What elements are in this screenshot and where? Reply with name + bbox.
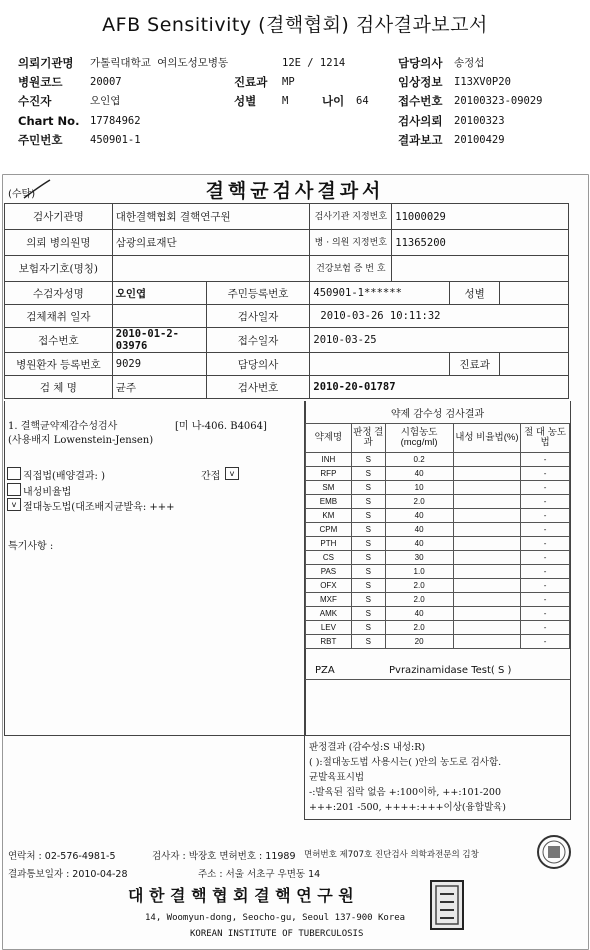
- drug-row: [306, 453, 570, 467]
- drug-row: [306, 621, 570, 635]
- collect-value: [112, 305, 206, 328]
- test-no-value: 2010-20-01787: [310, 376, 569, 399]
- header-label: 접수번호: [398, 94, 443, 108]
- drug-cell: S: [351, 621, 385, 635]
- page-title: AFB Sensitivity (결핵협회) 검사결과보고서: [102, 14, 488, 36]
- drug-cell: [453, 495, 521, 509]
- hosp-value: 삼광의료재단: [112, 230, 310, 256]
- dept-label: 진료과: [450, 353, 500, 376]
- drug-cell: KM: [306, 509, 352, 523]
- drug-cell: MXF: [306, 593, 352, 607]
- drug-cell: 40: [385, 509, 453, 523]
- notify-date: 결과통보일자 : 2010-04-28: [8, 869, 128, 880]
- drug-cell: 20: [385, 635, 453, 649]
- header-row-3: [18, 91, 578, 111]
- drug-cell: S: [351, 551, 385, 565]
- hosp-code-value: 11365200: [392, 230, 569, 256]
- header-label: 의뢰기관명: [18, 56, 74, 70]
- header-label: 나이: [322, 94, 345, 108]
- drug-cell: -: [521, 579, 570, 593]
- header-value: 오인엽: [90, 95, 121, 107]
- header-value: 12E / 1214: [282, 57, 346, 69]
- judgement-line: ( ):절대농도법 사용시는( )안의 농도로 검사함.: [309, 757, 502, 768]
- sex-label: 성별: [450, 282, 500, 305]
- drug-cell: S: [351, 523, 385, 537]
- drug-table: [305, 423, 570, 649]
- drug-cell: S: [351, 635, 385, 649]
- drug-cell: [453, 579, 521, 593]
- test-date-value: 2010-03-26 10:11:32: [310, 305, 569, 328]
- drug-row: [306, 523, 570, 537]
- drug-cell: S: [351, 509, 385, 523]
- doctor-label: 담당의사: [206, 353, 310, 376]
- drug-cell: -: [521, 607, 570, 621]
- direct-label: 직접법(배양결과: ): [23, 471, 105, 482]
- drug-cell: -: [521, 537, 570, 551]
- drug-cell: -: [521, 635, 570, 649]
- drug-cell: PAS: [306, 565, 352, 579]
- ins-no-value: [392, 256, 569, 282]
- ratio-checkbox[interactable]: [7, 483, 21, 496]
- org-name: 대 한 결 핵 협 회 결 핵 연 구 원: [128, 886, 354, 905]
- drug-cell: [453, 607, 521, 621]
- test-date-label: 검사일자: [206, 305, 310, 328]
- judgement-legend: [304, 735, 571, 820]
- header-label: Chart No.: [18, 114, 80, 128]
- judgement-line: 균발육표시법: [309, 772, 365, 783]
- indirect-label: 간접: [201, 471, 221, 482]
- drug-cell: 40: [385, 537, 453, 551]
- drug-cell: [453, 481, 521, 495]
- header-value: MP: [282, 76, 295, 88]
- drug-cell: 1.0: [385, 565, 453, 579]
- drug-cell: S: [351, 453, 385, 467]
- hosp-code-label: 병 · 의원 지정번호: [310, 230, 392, 256]
- drug-row: [306, 495, 570, 509]
- header-label: 병원코드: [18, 75, 63, 89]
- drug-cell: -: [521, 481, 570, 495]
- header-label: 주민번호: [18, 133, 63, 147]
- address-en: 14, Woomyun-dong, Seocho-gu, Seoul 137-900 Korea: [145, 913, 406, 923]
- header-row-2: [18, 72, 578, 92]
- rrn-value: 450901-1******: [310, 282, 450, 305]
- drug-cell: S: [351, 593, 385, 607]
- drug-cell: -: [521, 593, 570, 607]
- drug-cell: 30: [385, 551, 453, 565]
- drug-cell: -: [521, 565, 570, 579]
- header-label: 임상정보: [398, 75, 443, 89]
- drug-cell: [453, 537, 521, 551]
- header-value: 20100429: [454, 134, 505, 146]
- collect-label: 검체채취 일자: [5, 305, 113, 328]
- drug-cell: -: [521, 453, 570, 467]
- judgement-line: 판정결과 (감수성:S 내성:R): [309, 742, 426, 753]
- drug-cell: RBT: [306, 635, 352, 649]
- header-value: M: [282, 95, 289, 107]
- drug-cell: LEV: [306, 621, 352, 635]
- drug-row: [306, 481, 570, 495]
- header-value: 가톨릭대학교 여의도성모병동: [90, 57, 229, 69]
- drug-cell: SM: [306, 481, 352, 495]
- inst-code-label: 검사기관 지정번호: [310, 204, 392, 230]
- insured-value: [112, 256, 310, 282]
- doctor-value: [310, 353, 450, 376]
- institute-seal-icon: [430, 880, 464, 930]
- drug-cell: -: [521, 509, 570, 523]
- header-label: 검사의뢰: [398, 114, 443, 128]
- specimen-value: 균주: [112, 376, 206, 399]
- drug-header-cell: 시험농도 (mcg/ml): [385, 424, 453, 453]
- drug-cell: S: [351, 565, 385, 579]
- drug-panel-title: 약제 감수성 검사결과: [390, 409, 485, 420]
- drug-header-cell: 절 대 농도법: [521, 424, 570, 453]
- license-text: 면허번호 제707호 진단검사 의학과전문의 김창: [304, 850, 479, 860]
- drug-cell: [453, 635, 521, 649]
- header-value: 64: [356, 95, 369, 107]
- header-value: 20100323-09029: [454, 95, 543, 107]
- header-label: 담당의사: [398, 56, 443, 70]
- header-row-5: [18, 130, 578, 150]
- drug-header-cell: 내성 비율법(%): [453, 424, 521, 453]
- drug-cell: [453, 621, 521, 635]
- recv-date-label: 접수일자: [206, 328, 310, 353]
- drug-row: [306, 537, 570, 551]
- drug-cell: INH: [306, 453, 352, 467]
- official-seal-icon: [536, 834, 572, 870]
- absolute-checkbox[interactable]: v: [7, 498, 21, 511]
- notes-label: 특기사항 :: [8, 541, 54, 552]
- medium-text: (사용배지 Lowenstein-Jensen): [8, 435, 154, 446]
- header-value: 17784962: [90, 115, 141, 127]
- drug-cell: [453, 551, 521, 565]
- org-en: KOREAN INSTITUTE OF TUBERCULOSIS: [190, 929, 364, 939]
- drug-row: [306, 593, 570, 607]
- drug-cell: [453, 509, 521, 523]
- drug-cell: S: [351, 537, 385, 551]
- header-value: I13XV0P20: [454, 76, 511, 88]
- drug-cell: 40: [385, 467, 453, 481]
- drug-row: [306, 579, 570, 593]
- inst-code-value: 11000029: [392, 204, 569, 230]
- report-title: 결핵균검사결과서: [205, 180, 385, 202]
- drug-cell: -: [521, 551, 570, 565]
- indirect-checkbox[interactable]: v: [225, 467, 239, 480]
- ratio-label: 내성비율법: [23, 487, 72, 498]
- drug-header-cell: 판정 결과: [351, 424, 385, 453]
- test-code: [미 나-406. B4064]: [175, 421, 267, 432]
- inst-label: 검사기관명: [5, 204, 113, 230]
- drug-row: [306, 551, 570, 565]
- drug-cell: [453, 565, 521, 579]
- absolute-label: 절대농도법(대조배지균발육: +++: [23, 502, 175, 513]
- dept-value: [500, 353, 569, 376]
- drug-cell: -: [521, 495, 570, 509]
- reg-value: 9029: [112, 353, 206, 376]
- drug-cell: EMB: [306, 495, 352, 509]
- judgement-line: -:발육된 집락 없음 +:100이하, ++:101-200: [309, 787, 501, 798]
- header-row-1: [18, 53, 578, 73]
- test-name: 1. 결핵균약제감수성검사: [8, 421, 118, 432]
- drug-cell: [453, 523, 521, 537]
- direct-checkbox[interactable]: [7, 467, 21, 480]
- address-text: 주소 : 서울 서초구 우면동 14: [198, 869, 321, 880]
- pza-label: PZA: [315, 665, 335, 676]
- hosp-label: 의뢰 병의원명: [5, 230, 113, 256]
- pza-row: [305, 665, 570, 680]
- recv-date-value: 2010-03-25: [310, 328, 569, 353]
- drug-cell: RFP: [306, 467, 352, 481]
- drug-row: [306, 467, 570, 481]
- recv-no-label: 접수번호: [5, 328, 113, 353]
- drug-cell: 40: [385, 523, 453, 537]
- drug-cell: 2.0: [385, 593, 453, 607]
- recv-no-value: 2010-01-2-03976: [112, 328, 206, 353]
- test-no-label: 검사번호: [206, 376, 310, 399]
- drug-result-panel: [304, 401, 571, 736]
- drug-row: [306, 565, 570, 579]
- header-value: 송정섭: [454, 57, 485, 69]
- patient-value: 오인엽: [112, 282, 206, 305]
- inst-value: 대한결핵협회 결핵연구원: [112, 204, 310, 230]
- reg-label: 병원환자 등록번호: [5, 353, 113, 376]
- drug-cell: 40: [385, 607, 453, 621]
- drug-cell: S: [351, 467, 385, 481]
- drug-cell: AMK: [306, 607, 352, 621]
- tester-text: 검사자 : 박장호 면허번호 : 11989: [152, 851, 296, 862]
- drug-cell: OFX: [306, 579, 352, 593]
- header-row-4: [18, 111, 578, 131]
- specimen-label: 검 체 명: [5, 376, 113, 399]
- drug-cell: 2.0: [385, 621, 453, 635]
- drug-cell: -: [521, 467, 570, 481]
- drug-cell: -: [521, 621, 570, 635]
- header-label: 수진자: [18, 94, 52, 108]
- drug-cell: [453, 593, 521, 607]
- drug-row: [306, 607, 570, 621]
- drug-cell: CPM: [306, 523, 352, 537]
- drug-cell: S: [351, 579, 385, 593]
- header-label: 결과보고: [398, 133, 443, 147]
- drug-row: [306, 635, 570, 649]
- drug-cell: S: [351, 495, 385, 509]
- drug-cell: S: [351, 481, 385, 495]
- drug-cell: [453, 453, 521, 467]
- drug-cell: S: [351, 607, 385, 621]
- contact-text: 연락처 : 02-576-4981-5: [8, 851, 116, 862]
- drug-table-header: [306, 424, 570, 453]
- header-value: 20100323: [454, 115, 505, 127]
- drug-cell: CS: [306, 551, 352, 565]
- sex-value: [500, 282, 569, 305]
- method-panel: [4, 401, 306, 736]
- header-label: 진료과: [234, 75, 268, 89]
- patient-label: 수검자성명: [5, 282, 113, 305]
- drug-row: [306, 509, 570, 523]
- header-value: 450901-1: [90, 134, 141, 146]
- drug-cell: [453, 467, 521, 481]
- pza-value: Pvrazinamidase Test( S ): [389, 665, 512, 676]
- rrn-label: 주민등록번호: [206, 282, 310, 305]
- drug-cell: 10: [385, 481, 453, 495]
- header-value: 20007: [90, 76, 122, 88]
- drug-cell: 2.0: [385, 579, 453, 593]
- judgement-line: +++:201 -500, ++++:+++이상(융합발육): [309, 802, 507, 813]
- insured-label: 보험자기호(명칭): [5, 256, 113, 282]
- ins-no-label: 건강보험 증 번 호: [310, 256, 392, 282]
- stamp-label: (수탁): [8, 189, 36, 200]
- drug-cell: -: [521, 523, 570, 537]
- drug-cell: PTH: [306, 537, 352, 551]
- report-info-table: [4, 203, 569, 399]
- header-label: 성별: [234, 94, 257, 108]
- drug-cell: 0.2: [385, 453, 453, 467]
- drug-header-cell: 약제명: [306, 424, 352, 453]
- drug-cell: 2.0: [385, 495, 453, 509]
